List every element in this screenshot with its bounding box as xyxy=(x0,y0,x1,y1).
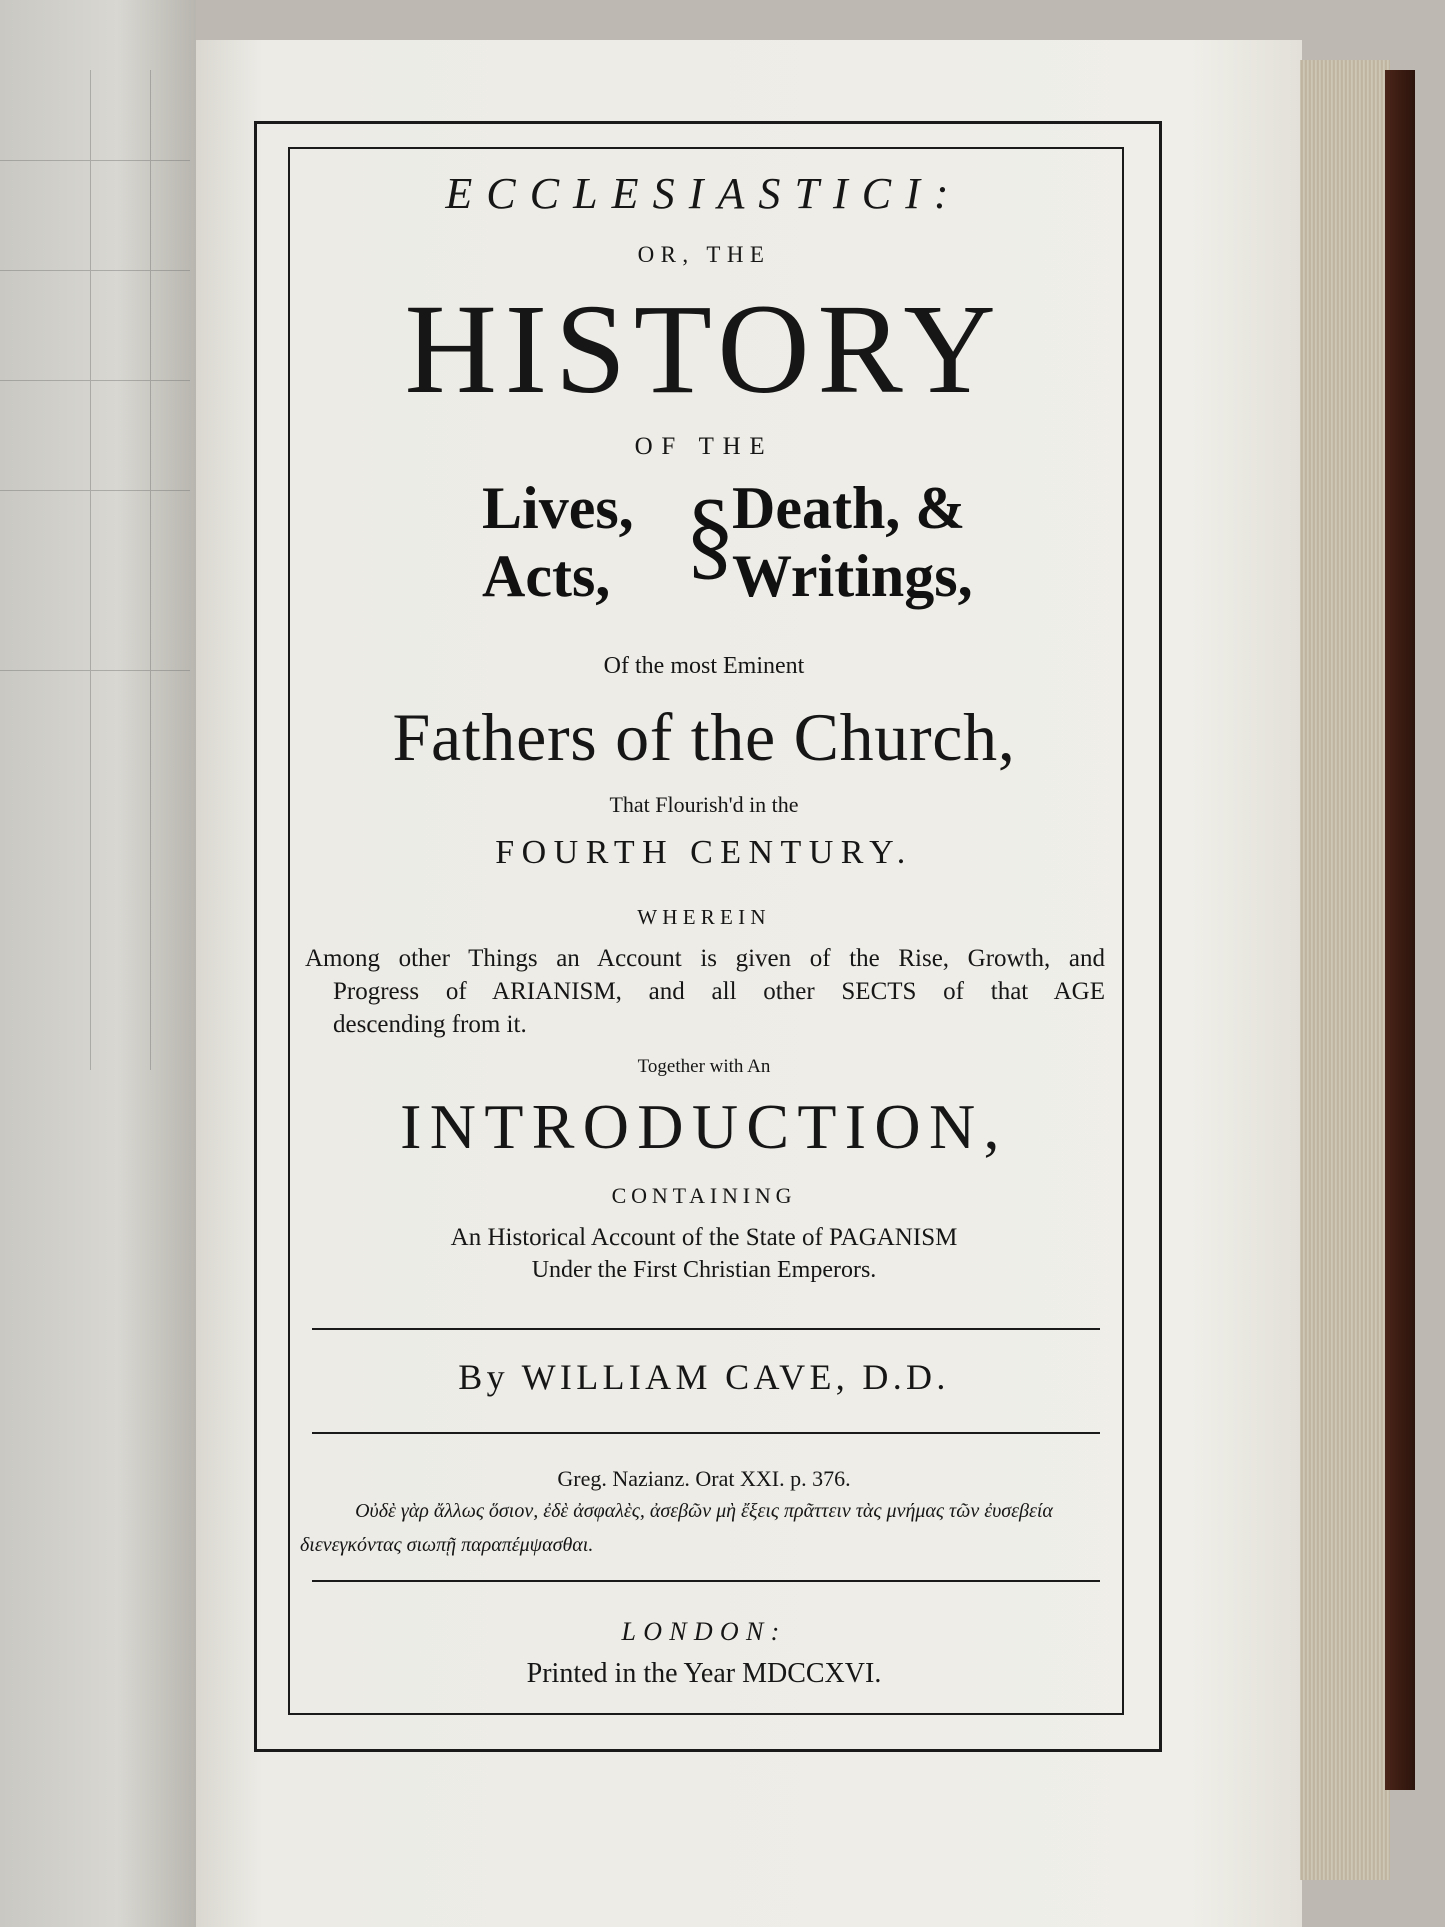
lives-word: Lives, xyxy=(482,475,634,541)
citation-line: Greg. Nazianz. Orat XXI. p. 376. xyxy=(557,1466,851,1491)
lives-acts-block xyxy=(470,475,1030,618)
flourished-line: That Flourish'd in the xyxy=(609,792,799,817)
history-heading: HISTORY xyxy=(404,278,1004,420)
containing-line: CONTAINING xyxy=(611,1183,797,1208)
book-cover-edge xyxy=(1385,70,1415,1790)
introduction-heading: INTRODUCTION, xyxy=(400,1091,1008,1162)
historical-account-line: An Historical Account of the State of PAGANISM xyxy=(450,1224,958,1251)
wherein-line: WHEREIN xyxy=(637,905,771,929)
imprint-line: Printed in the Year MDCCXVI. xyxy=(526,1658,882,1689)
of-the-line: OF THE xyxy=(634,433,774,460)
together-line: Together with An xyxy=(637,1056,771,1077)
place-line: LONDON: xyxy=(621,1617,787,1646)
brace-ornament: § xyxy=(685,478,735,589)
subtitle-or-the: OR, THE xyxy=(637,242,771,267)
left-page-bleed-table xyxy=(0,70,190,1070)
book-fore-edge xyxy=(1300,60,1390,1880)
writings-word: Writings, xyxy=(732,543,973,609)
acts-word: Acts, xyxy=(482,543,611,609)
greek-quote-line-2: διενεγκόντας σιωπῇ παραπέμψασθαι. xyxy=(300,1534,594,1556)
divider-rule xyxy=(312,1580,1100,1582)
fourth-century-heading: FOURTH CENTURY. xyxy=(495,834,913,871)
left-facing-page xyxy=(0,0,196,1927)
main-title: ECCLESIASTICI: xyxy=(445,169,963,218)
fathers-heading: Fathers of the Church, xyxy=(392,699,1016,775)
most-eminent-line: Of the most Eminent xyxy=(603,653,805,679)
description-line-2: Progress of ARIANISM, and all other SECTS of that AGE xyxy=(333,978,1105,1005)
greek-quote-line-1: Οὐδὲ γὰρ ἄλλως ὅσιον, ἐδὲ ἀσφαλὲς, ἀσεβῶν μὴ ἔξεις πρᾶττειν τὰς μνήμας τῶν ἐυσεβεία xyxy=(355,1500,1053,1522)
author-line: By WILLIAM CAVE, D.D. xyxy=(458,1357,950,1397)
divider-rule xyxy=(312,1328,1100,1330)
under-emperors-line: Under the First Christian Emperors. xyxy=(531,1257,877,1283)
death-word: Death, & xyxy=(732,475,966,541)
description-line-1: Among other Things an Account is given of the Rise, Growth, and xyxy=(305,945,1105,972)
divider-rule xyxy=(312,1432,1100,1434)
description-line-3: descending from it. xyxy=(333,1011,527,1038)
